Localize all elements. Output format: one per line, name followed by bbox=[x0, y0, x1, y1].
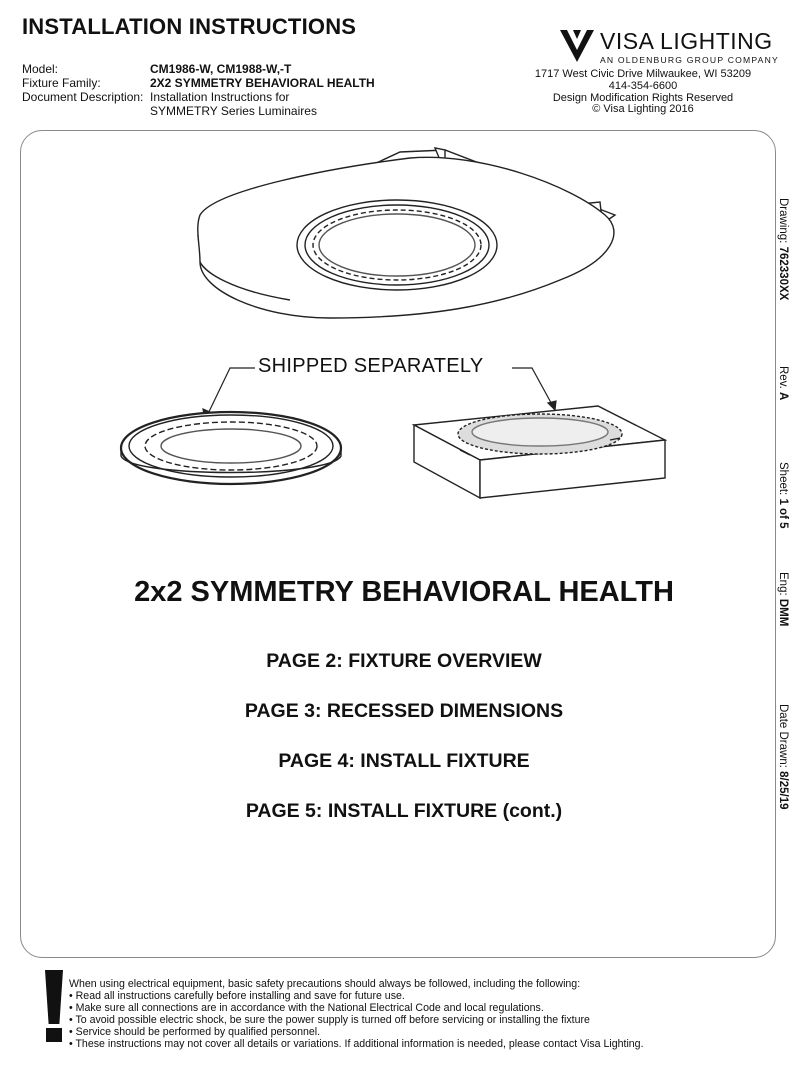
safety-warning bbox=[40, 970, 780, 1050]
document-description-value-2: SYMMETRY Series Luminaires bbox=[150, 104, 317, 118]
warning-line: • Service should be performed by qualified personnel. bbox=[69, 1026, 321, 1038]
brand-copyright: © Visa Lighting 2016 bbox=[592, 103, 694, 115]
brand-rights: Design Modification Rights Reserved bbox=[552, 92, 734, 104]
document-title: INSTALLATION INSTRUCTIONS bbox=[22, 14, 357, 39]
warning-line: • Read all instructions carefully before installing and save for future use. bbox=[69, 990, 405, 1002]
toc-item: PAGE 3: RECESSED DIMENSIONS bbox=[244, 700, 564, 722]
warning-line: • These instructions may not cover all details or variations. If additional information is needed, please contact Visa Lighting. bbox=[69, 1038, 644, 1050]
brand-address: 1717 West Civic Drive Milwaukee, WI 53209 bbox=[534, 68, 752, 80]
brand-subtitle: AN OLDENBURG GROUP COMPANY bbox=[600, 55, 779, 65]
revision: Rev. A bbox=[777, 366, 789, 401]
shipped-separately-label: SHIPPED SEPARATELY bbox=[258, 355, 484, 377]
toc-item: PAGE 5: INSTALL FIXTURE (cont.) bbox=[245, 800, 563, 822]
brand-name: VISA LIGHTING bbox=[600, 28, 773, 54]
trim-ring-drawing bbox=[121, 412, 341, 484]
fixture-family-value: 2X2 SYMMETRY BEHAVIORAL HEALTH bbox=[150, 76, 375, 90]
exclamation-icon bbox=[42, 970, 66, 1042]
document-description-label: Document Description: bbox=[22, 90, 144, 104]
warning-line: • To avoid possible electric shock, be sure the power supply is turned off before servicing or installing the fixture bbox=[69, 1014, 590, 1026]
fixture-family-label: Fixture Family: bbox=[22, 76, 101, 90]
sheet-number: Sheet: 1 of 5 bbox=[777, 462, 789, 529]
toc-item: PAGE 4: INSTALL FIXTURE bbox=[278, 750, 530, 772]
model-label: Model: bbox=[22, 62, 59, 76]
date-drawn: Date Drawn: 8/25/19 bbox=[777, 704, 789, 810]
assembled-fixture-drawing bbox=[198, 148, 615, 318]
warning-line: When using electrical equipment, basic safety precautions should always be followed, including the following: bbox=[69, 978, 581, 990]
warning-line: • Make sure all connections are in accordance with the National Electrical Code and local regulations. bbox=[69, 1002, 544, 1014]
engineer: Eng: DMM bbox=[777, 572, 789, 627]
brand-phone: 414-354-6600 bbox=[608, 80, 678, 92]
document-description-value: Installation Instructions for bbox=[150, 90, 290, 104]
drawing-number: Drawing: 762330XX bbox=[777, 198, 789, 301]
main-heading: 2x2 SYMMETRY BEHAVIORAL HEALTH bbox=[134, 576, 674, 608]
model-value: CM1986-W, CM1988-W,-T bbox=[150, 62, 292, 76]
toc-item: PAGE 2: FIXTURE OVERVIEW bbox=[266, 650, 542, 672]
housing-box-drawing bbox=[414, 406, 665, 498]
